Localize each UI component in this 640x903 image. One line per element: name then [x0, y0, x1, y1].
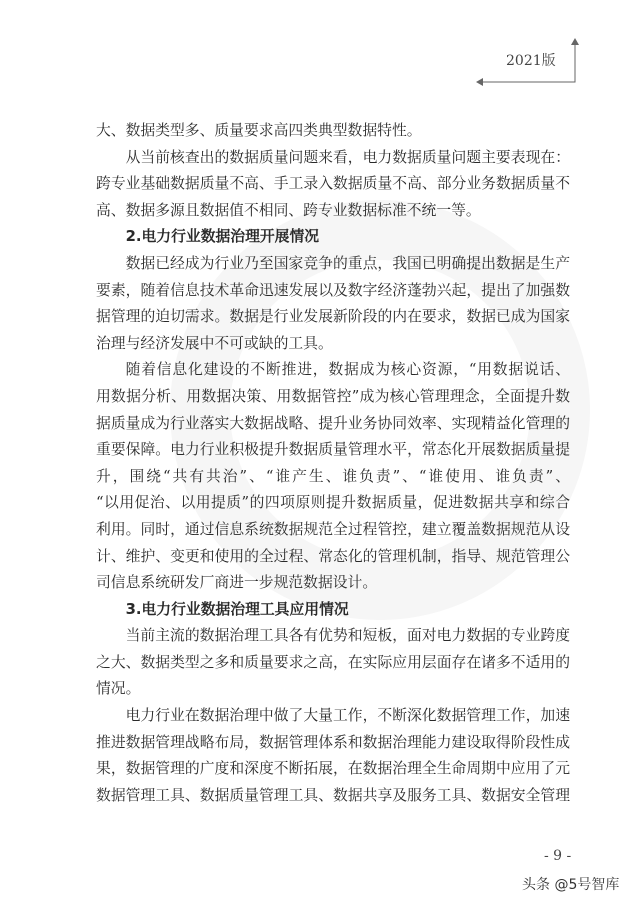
paragraph	[96, 118, 570, 145]
text-line: 之大、数据类型之多和质量要求之高，在实际应用层面存在诸多不适用的	[96, 653, 570, 671]
text-line: 利用。同时，通过信息系统数据规范全过程管控，建立覆盖数据规范从设	[96, 520, 570, 538]
page-number: - 9 -	[544, 848, 572, 864]
text-line: 果，数据管理的广度和深度不断拓展，在数据治理全生命周期中应用了元	[96, 760, 570, 778]
text-line: 2.电力行业数据治理开展情况	[125, 228, 320, 246]
section-heading	[96, 597, 570, 624]
text-line: 升，围绕“共有共治”、“谁产生、谁负责”、“谁使用、谁负责”、	[96, 467, 570, 485]
text-line: 推进数据管理战略布局，数据管理体系和数据治理能力建设取得阶段性成	[96, 733, 570, 751]
text-line: 当前主流的数据治理工具各有优势和短板，面对电力数据的专业跨度	[125, 627, 570, 645]
text-line: 计、维护、变更和使用的全过程、常态化的管理机制，指导、规范管理公	[96, 547, 570, 565]
text-line: 电力行业在数据治理中做了大量工作，不断深化数据管理工作，加速	[125, 707, 570, 725]
text-line: 重要保障。电力行业积极提升数据质量管理水平，常态化开展数据质量提	[96, 441, 570, 459]
paragraph	[96, 623, 570, 703]
paragraph	[96, 703, 570, 809]
edition-label: 2021版	[506, 53, 556, 69]
text-line: 高、数据多源且数据值不相同、跨专业数据标准不统一等。	[96, 201, 481, 219]
text-line: 数据已经成为行业乃至国家竞争的重点，我国已明确提出数据是生产	[125, 254, 570, 272]
text-line: 司信息系统研发厂商进一步规范数据设计。	[96, 574, 378, 592]
source-watermark: 头条 @5号智库	[522, 877, 620, 893]
page-header	[0, 0, 640, 100]
text-line: 随着信息化建设的不断推进，数据成为核心资源，“用数据说话、	[125, 361, 570, 379]
text-line: 用数据分析、用数据决策、用数据管控”成为核心管理理念，全面提升数	[96, 387, 570, 405]
text-line: 情况。	[96, 680, 141, 698]
text-line: 跨专业基础数据质量不高、手工录入数据质量不高、部分业务数据质量不	[96, 175, 570, 193]
section-heading	[96, 224, 570, 251]
paragraph	[96, 357, 570, 596]
paragraph	[96, 145, 570, 225]
text-line: 大、数据类型多、质量要求高四类典型数据特性。	[96, 122, 422, 139]
text-line: 3.电力行业数据治理工具应用情况	[125, 600, 349, 618]
text-line: “以用促治、以用提质”的四项原则提升数据质量，促进数据共享和综合	[96, 494, 570, 512]
text-line: 数据管理工具、数据质量管理工具、数据共享及服务工具、数据安全管理	[96, 786, 570, 804]
text-line: 从当前核查出的数据质量问题来看，电力数据质量问题主要表现在：	[125, 148, 570, 166]
document-body	[96, 118, 570, 809]
paragraph	[96, 251, 570, 357]
text-line: 据质量成为行业落实大数据战略、提升业务协同效率、实现精益化管理的	[96, 414, 570, 432]
text-line: 要素，随着信息技术革命迅速发展以及数字经济蓬勃兴起，提出了加强数	[96, 281, 570, 299]
text-line: 据管理的迫切需求。数据是行业发展新阶段的内在要求，数据已成为国家	[96, 308, 570, 326]
text-line: 治理与经济发展中不可或缺的工具。	[96, 334, 333, 352]
